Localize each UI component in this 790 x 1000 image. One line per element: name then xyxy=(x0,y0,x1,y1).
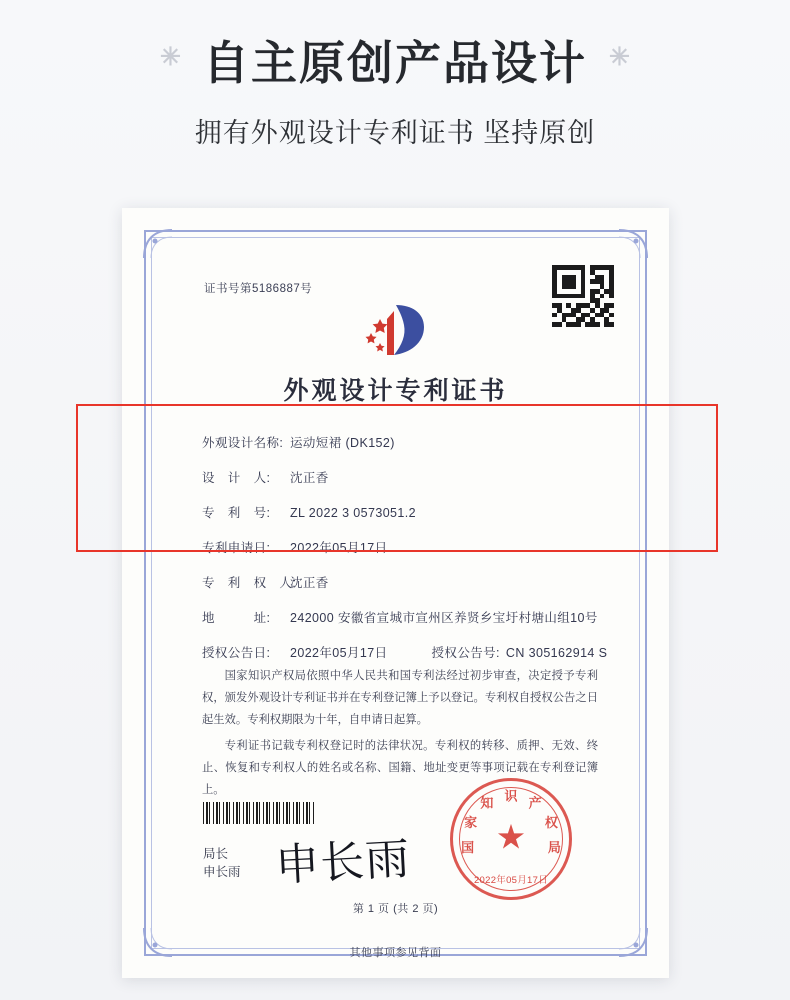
seal-char: 局 xyxy=(547,840,561,856)
page-footer: 第 1 页 (共 2 页) xyxy=(352,903,439,915)
field-label: 专 利 号: xyxy=(202,506,271,520)
field-value: 沈正香 xyxy=(290,576,329,590)
field-label: 地 址: xyxy=(202,611,271,625)
seal-date: 2022年05月17日 xyxy=(473,875,549,886)
grant-number-value: CN 305162914 S xyxy=(505,646,608,660)
cnipa-logo-icon xyxy=(167,299,624,361)
field-value: ZL 2022 3 0573051.2 xyxy=(290,506,416,520)
certificate-fields xyxy=(202,433,608,678)
field-grant-info xyxy=(202,643,608,661)
seal-char: 知 xyxy=(480,795,494,811)
field-address xyxy=(202,608,598,626)
field-label: 专 利 权 人: xyxy=(202,576,297,590)
director-signoff xyxy=(203,845,241,883)
certificate-number: 证书号第5186887号 xyxy=(204,283,313,295)
page-title: 自主原创产品设计 xyxy=(203,37,587,89)
field-patent-number xyxy=(202,503,598,521)
sparkle-left-icon: ✳ xyxy=(160,42,181,71)
title-row xyxy=(0,38,790,89)
page-note: 其他事项参见背面 xyxy=(349,947,442,959)
body-paragraph: 专利证书记载专利权登记时的法律状况。专利权的转移、质押、无效、终止、恢复和专利权人的姓名或名称、国籍、地址变更等事项记载在专利登记簿上。 xyxy=(202,740,598,797)
director-signature: 申长雨 xyxy=(274,834,412,891)
seal-char: 国 xyxy=(461,840,475,856)
barcode-icon xyxy=(203,802,315,824)
seal-char: 识 xyxy=(504,788,518,804)
certificate-content xyxy=(167,253,624,959)
director-name: 申长雨 xyxy=(203,865,241,880)
field-value: 2022年05月17日 xyxy=(290,541,388,555)
seal-star-icon: ★ xyxy=(495,818,527,857)
seal-char: 产 xyxy=(528,795,542,811)
field-label: 授权公告日: xyxy=(202,646,271,660)
patent-certificate-image xyxy=(122,208,669,978)
body-paragraph: 国家知识产权局依照中华人民共和国专利法经过初步审查，决定授予专利权，颁发外观设计专利证书并在专利登记簿上予以登记。专利权自授权公告之日起生效。专利权期限为十年，自申请日起算。 xyxy=(202,670,598,727)
field-designer xyxy=(202,468,598,486)
director-label: 局长 xyxy=(203,846,229,861)
field-application-date xyxy=(202,538,598,556)
sparkle-right-icon: ✳ xyxy=(609,42,630,71)
field-value: 2022年05月17日 xyxy=(290,646,388,660)
seal-char: 家 xyxy=(464,815,478,831)
seal-char: 权 xyxy=(544,815,558,831)
grant-number-label: 授权公告号: xyxy=(431,646,500,660)
field-label: 设 计 人: xyxy=(202,471,271,485)
field-label: 外观设计名称: xyxy=(202,436,284,450)
certificate-title: 外观设计专利证书 xyxy=(283,377,508,405)
page-subtitle: 拥有外观设计专利证书 坚持原创 xyxy=(194,117,596,148)
field-label: 专利申请日: xyxy=(202,541,271,555)
field-value: 242000 安徽省宣城市宣州区养贤乡宝圩村塘山组10号 xyxy=(290,611,598,625)
field-patentee xyxy=(202,573,598,591)
field-value: 运动短裙 (DK152) xyxy=(290,436,395,450)
official-seal-icon xyxy=(450,778,572,900)
page-header xyxy=(0,0,790,150)
field-value: 沈正香 xyxy=(290,471,329,485)
field-design-name xyxy=(202,433,598,451)
